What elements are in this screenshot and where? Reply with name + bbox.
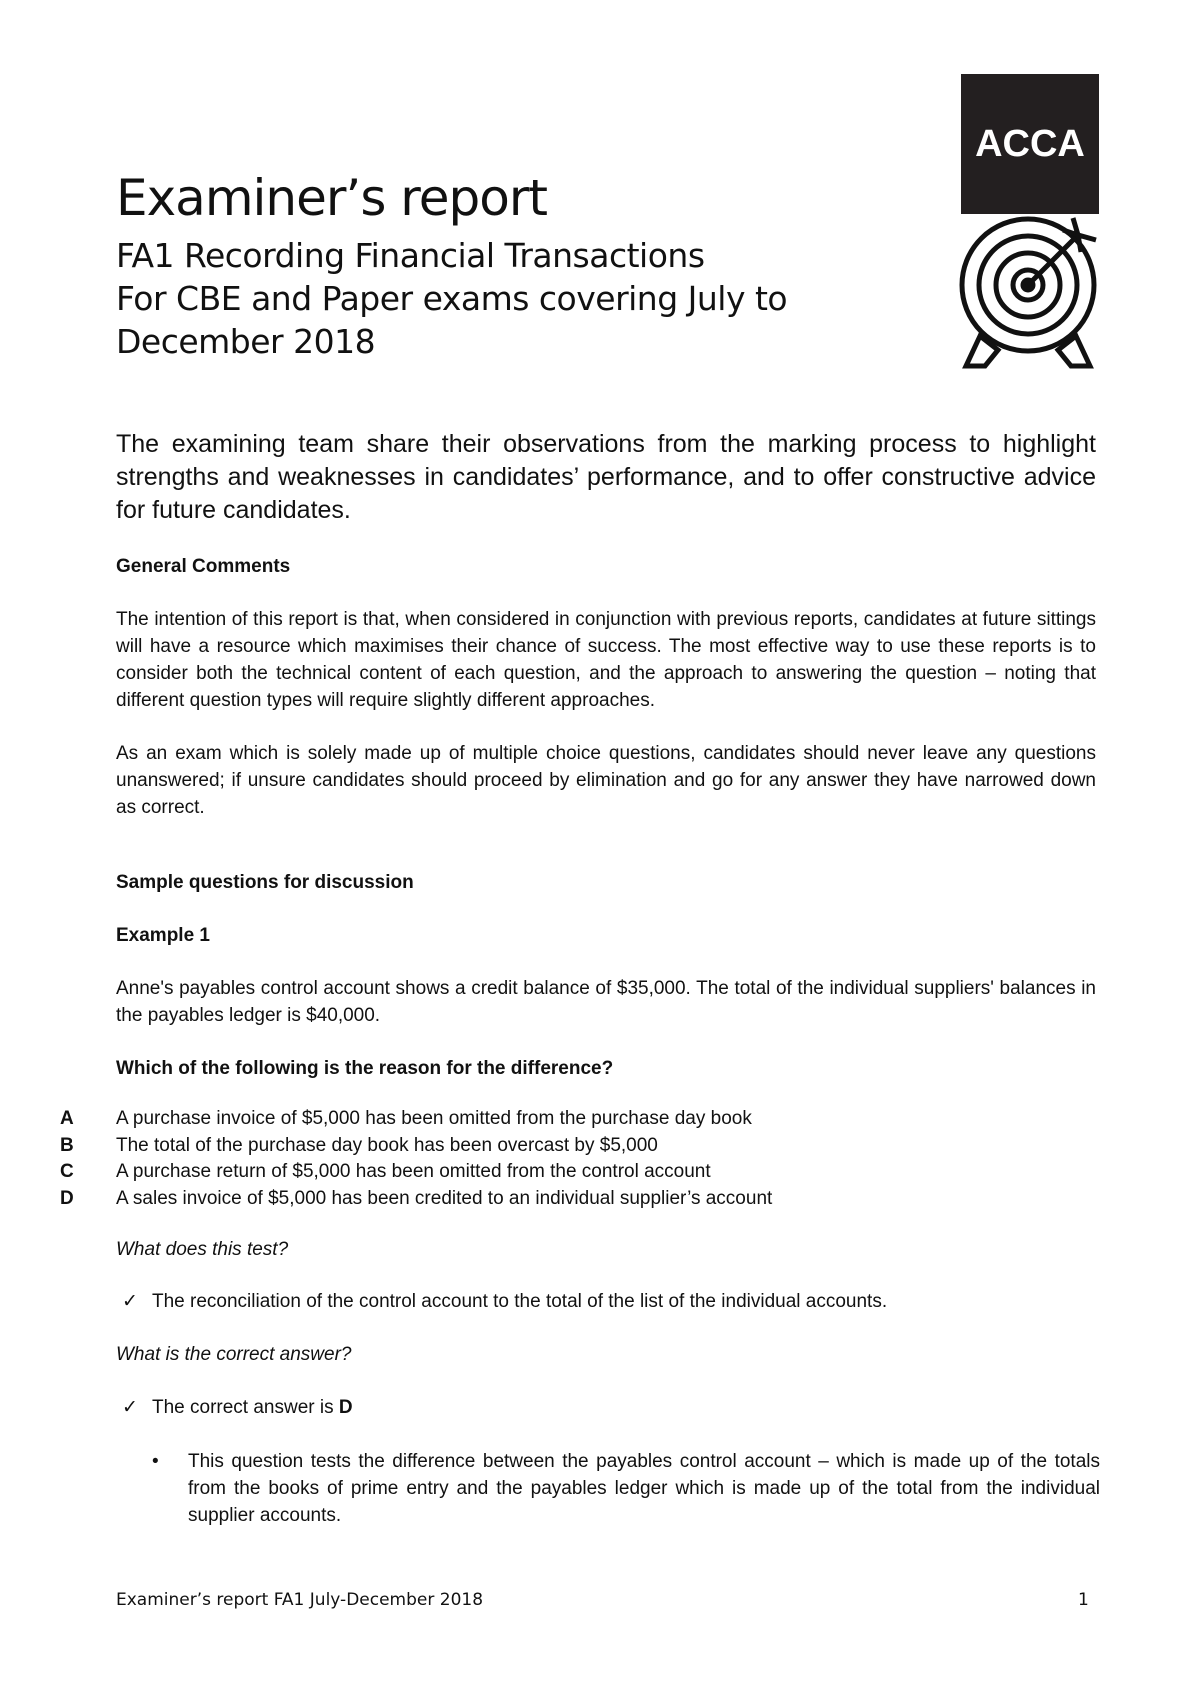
test-answer-row xyxy=(122,1288,887,1315)
general-comments-section xyxy=(116,553,1096,821)
footer-title: Examiner’s report FA1 July-December 2018 xyxy=(116,1590,484,1610)
option-letter: B xyxy=(60,1134,74,1156)
page-title: Examiner’s report xyxy=(116,169,547,227)
option-text: A purchase return of $5,000 has been omitted from the control account xyxy=(116,1161,711,1182)
option-letter: C xyxy=(60,1161,74,1182)
answer-options xyxy=(60,1106,1100,1212)
subtitle-line-1: FA1 Recording Financial Transactions xyxy=(116,236,705,275)
example-1-scenario: Anne's payables control account shows a credit balance of $35,000. The total of the individual suppliers' balances in the payables ledger is $40,000. xyxy=(116,978,1096,1026)
page-subtitle xyxy=(116,234,876,363)
option-text: The total of the purchase day book has been overcast by $5,000 xyxy=(116,1134,658,1156)
correct-answer-heading: What is the correct answer? xyxy=(116,1344,352,1365)
sample-questions-section xyxy=(116,869,1096,896)
acca-logo xyxy=(961,74,1099,214)
correct-answer-text xyxy=(152,1394,353,1421)
target-icon xyxy=(953,208,1103,373)
option-text: A sales invoice of $5,000 has been credited to an individual supplier’s account xyxy=(116,1187,773,1209)
option-letter: D xyxy=(60,1187,74,1209)
correct-answer-prefix: The correct answer is xyxy=(152,1397,339,1418)
check-icon: ✓ xyxy=(122,1397,138,1418)
example-1-question: Which of the following is the reason for the difference? xyxy=(116,1058,614,1079)
check-icon: ✓ xyxy=(122,1291,138,1312)
option-c xyxy=(60,1159,1100,1186)
example-1-heading: Example 1 xyxy=(116,925,210,946)
general-comments-heading: General Comments xyxy=(116,556,291,577)
option-a xyxy=(60,1106,1100,1133)
option-text: A purchase invoice of $5,000 has been omitted from the purchase day book xyxy=(116,1108,752,1129)
correct-answer-letter: D xyxy=(338,1397,353,1418)
what-does-this-test-heading: What does this test? xyxy=(116,1239,289,1260)
general-para-1: The intention of this report is that, when considered in conjunction with previous reports, candidates at future sittings will have a resource which maximises their chance of success. The most effective way to use these reports is to consider both the technical content of each question, and the approach to answering the question – noting that different question types will require slightly different approaches. xyxy=(116,609,1096,711)
general-para-2: As an exam which is solely made up of multiple choice questions, candidates should never leave any questions unanswered; if unsure candidates should proceed by elimination and go for any answer they have narrowed down as correct. xyxy=(116,743,1096,818)
test-answer-text: The reconciliation of the control account to the total of the list of the individual accounts. xyxy=(152,1291,888,1312)
subtitle-line-2: For CBE and Paper exams covering July to xyxy=(116,279,788,318)
explanation-bullet xyxy=(152,1448,1100,1529)
option-d xyxy=(60,1186,1100,1213)
option-letter: A xyxy=(60,1108,74,1129)
page-number: 1 xyxy=(1078,1590,1089,1610)
sample-questions-heading: Sample questions for discussion xyxy=(116,872,414,893)
subtitle-line-3: December 2018 xyxy=(116,322,376,361)
correct-answer-row xyxy=(122,1394,353,1421)
intro-paragraph: The examining team share their observations from the marking process to highlight strengths and weaknesses in candidates’ performance, and to offer constructive advice for future candidates. xyxy=(116,430,1096,524)
example-1-section xyxy=(116,922,1096,1082)
option-b xyxy=(60,1133,1100,1160)
logo-text: ACCA xyxy=(975,122,1085,165)
explanation-text: This question tests the difference between the payables control account – which is made up of the totals from the books of prime entry and the payables ledger which is made up of the total from the individual supplier accounts. xyxy=(188,1451,1100,1526)
bullet-icon: • xyxy=(152,1451,159,1472)
